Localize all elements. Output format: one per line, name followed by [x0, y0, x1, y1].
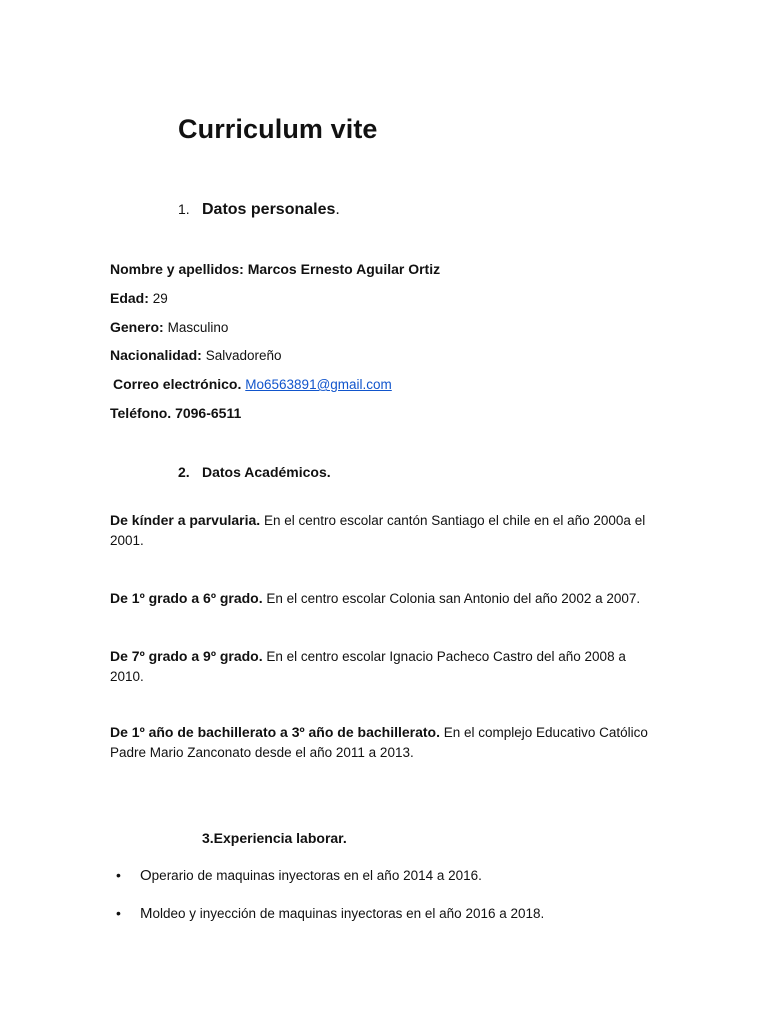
nationality-value: Salvadoreño	[205, 348, 282, 363]
email-line	[113, 376, 392, 392]
experience-text: perario de maquinas inyectoras en el año 2014 a 2016.	[151, 868, 482, 883]
academic-entry-text: En el centro escolar Ignacio Pacheco Castro del año 2008 a 2010.	[110, 649, 626, 684]
phone-text: Teléfono. 7096-6511	[110, 405, 242, 421]
section-experience-heading: 3.Experiencia laborar.	[202, 830, 347, 846]
section-title: Datos Académicos.	[202, 464, 331, 480]
phone-line	[110, 405, 241, 421]
section-academic-heading	[178, 464, 331, 480]
academic-entry-heading: De 1º año de bachillerato a 3º año de bachillerato.	[110, 724, 440, 740]
gender-label: Genero:	[110, 319, 164, 335]
bullet-icon: •	[116, 867, 121, 883]
nationality-line	[110, 347, 282, 363]
email-link[interactable]: Mo6563891@gmail.com	[245, 377, 392, 392]
academic-entry-text: En el centro escolar cantón Santiago el chile en el año 2000a el 2001.	[110, 513, 646, 548]
age-value: 29	[152, 291, 168, 306]
gender-value: Masculino	[167, 320, 229, 335]
academic-entry-heading: De 7º grado a 9º grado.	[110, 648, 263, 664]
academic-entry-text: En el centro escolar Colonia san Antonio del año 2002 a 2007.	[262, 591, 641, 606]
name-text: Nombre y apellidos: Marcos Ernesto Aguilar Ortiz	[110, 261, 441, 277]
academic-entry-heading: De 1º grado a 6º grado.	[110, 590, 263, 606]
experience-initial: M	[140, 905, 153, 922]
name-line	[110, 261, 440, 277]
section-number: 1.	[178, 201, 190, 217]
experience-text: oldeo y inyección de maquinas inyectoras en el año 2016 a 2018.	[152, 906, 545, 921]
academic-entry	[110, 646, 655, 687]
age-label: Edad:	[110, 290, 149, 306]
section-personal-heading	[178, 201, 340, 219]
academic-entry-text: En el complejo Educativo Católico Padre Mario Zanconato desde el año 2011 a 2013.	[110, 725, 648, 760]
experience-item	[116, 905, 544, 922]
section-number: 2.	[178, 464, 190, 480]
academic-entry	[110, 510, 655, 551]
experience-item	[116, 867, 482, 884]
document-title: Curriculum vite	[178, 114, 378, 144]
experience-initial: O	[140, 867, 152, 884]
section-title: Datos personales	[202, 201, 336, 218]
academic-entry	[110, 722, 655, 763]
section-title-suffix: .	[335, 201, 340, 218]
email-label: Correo electrónico.	[113, 376, 242, 392]
academic-entry-heading: De kínder a parvularia.	[110, 512, 261, 528]
nationality-label: Nacionalidad:	[110, 347, 202, 363]
age-line	[110, 290, 168, 306]
gender-line	[110, 319, 228, 335]
bullet-icon: •	[116, 905, 121, 921]
academic-entry	[110, 588, 655, 609]
